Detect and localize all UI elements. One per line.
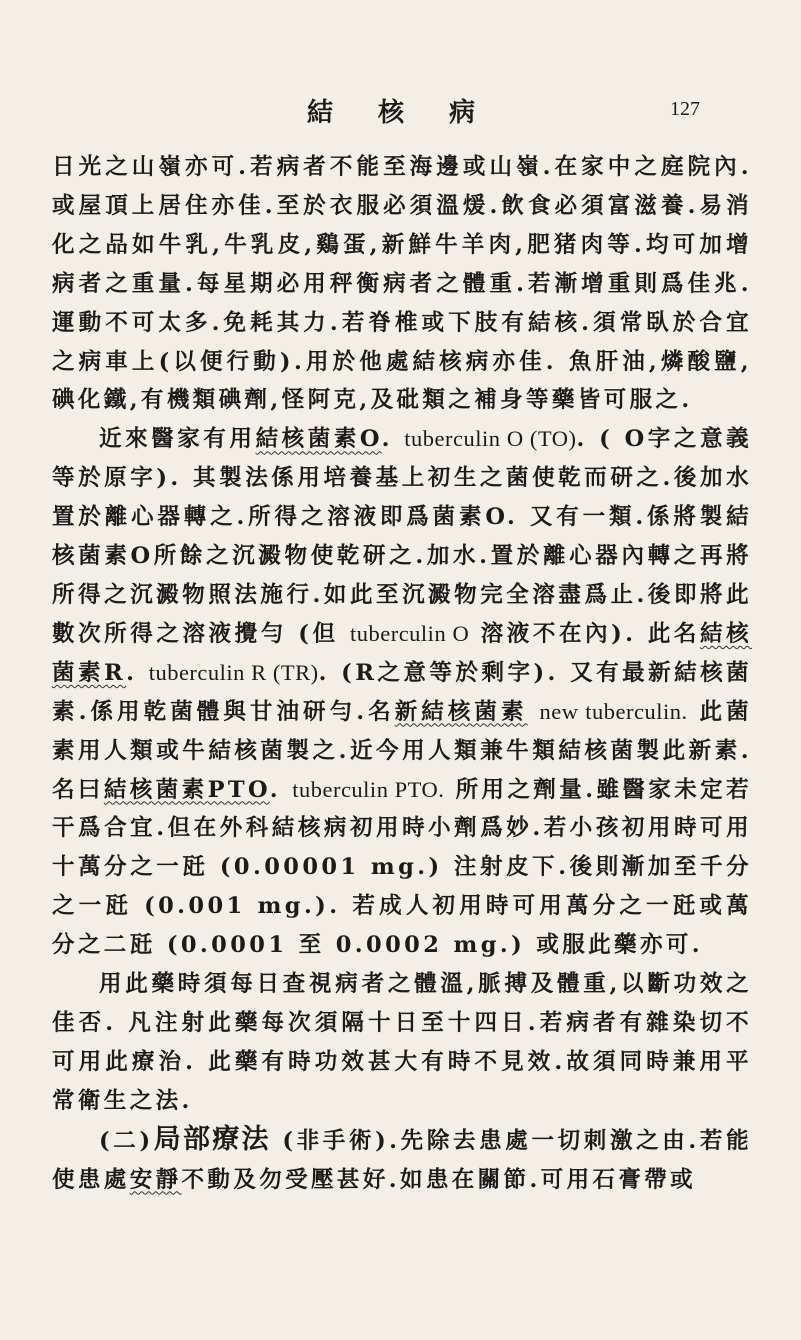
paragraph-convalescence: 日光之山嶺亦可.若病者不能至海邊或山嶺.在家中之庭院內.或屋頂上居住亦佳.至於衣服必須溫煖.飲食必須富滋養.易消化之品如牛乳,牛乳皮,鷄蛋,新鮮牛羊肉,肥猪肉等.均可加增病者之重量.每星期必用秤衡病者之體重.若漸增重則爲佳兆.運動不可太多.免耗其力.若脊椎或下肢有結核.須常臥於合宜之病車上(以便行動).用於他處結核病亦佳. 魚肝油,燐酸鹽,碘化鐵,有機類碘劑,怪阿克,及砒類之補身等藥皆可服之. (52, 154, 752, 414)
page-number: 127 (670, 98, 700, 120)
text-run: 近來醫家有用 (99, 426, 256, 453)
text-run: . (381, 426, 405, 453)
text-run (528, 699, 540, 725)
text-run: (非手術).先除去患處一切刺激之由.若能使患處 (52, 1127, 752, 1193)
term-tuberculin-r: 結核菌素R (52, 620, 753, 686)
term-tuberculin-o: 結核菌素O (255, 426, 382, 453)
latin-term: tuberculin PTO. (292, 776, 445, 802)
latin-term: tuberculin O (349, 620, 470, 646)
text-run: 不動及勿受壓甚好.如患在關節.可用石膏帶或 (181, 1166, 697, 1193)
page-header (0, 88, 801, 132)
latin-term: new tuberculin. (539, 698, 688, 724)
text-run: . ( O字之意義等於原字). 其製法係用培養基上初生之菌使乾而研之.後加水置於離心器轉之.所得之溶液即爲菌素O. 又有一類.係將製結核菌素O所餘之沉澱物使乾研之.加水.置於離心器內轉之再將所得之沉澱物照法施行.如此至沉澱物完全溶盡爲止.後即將此數次所得之溶液攪勻 (但 (52, 426, 752, 647)
term-tuberculin-pto: 結核菌素PTO (103, 776, 270, 803)
section-heading: 局部療法 (153, 1123, 271, 1155)
section-number: (二) (99, 1127, 154, 1154)
text-run: 溶液不在內). 此名 (469, 620, 701, 647)
text-run: 所用之劑量.雖醫家未定若干爲合宜.但在外科結核病初用時小劑爲妙.若小孩初用時可用十萬分之一瓩 (0.00001 mg.) 注射皮下.後則漸加至千分之一瓩 (0.001 mg.). 若成人初用時可用萬分之一瓩或萬分之二瓩 (0.0001 至 0.0002 mg.) 或服此藥亦可. (52, 776, 753, 959)
term-rest: 安靜 (129, 1166, 182, 1193)
paragraph-tuberculin (52, 420, 752, 965)
latin-term: tuberculin O (TO) (404, 426, 577, 452)
text-run: 此菌素用人類或牛結核菌製之.近今用人類兼牛類結核菌製此新素.名曰 (52, 698, 752, 803)
paragraph-monitoring: 用此藥時須每日查視病者之體溫,脈搏及體重,以斷功效之佳否. 凡注射此藥每次須隔十日至十四日.若病者有雜染切不可用此療治. 此藥有時功效甚大有時不見效.故須同時兼用平常衛生之法. (52, 971, 752, 1114)
text-run: . (269, 776, 293, 803)
text-run: . (R之意等於剩字). 又有最新結核菌素.係用乾菌體與甘油研勻.名 (52, 659, 752, 725)
latin-term: tuberculin R (TR) (148, 659, 319, 685)
text-run: . (126, 659, 149, 686)
term-new-tuberculin: 新結核菌素 (394, 698, 528, 725)
running-title: 結 核 病 (306, 98, 494, 128)
paragraph-local-treatment (52, 1121, 752, 1200)
page-body (52, 148, 752, 1199)
